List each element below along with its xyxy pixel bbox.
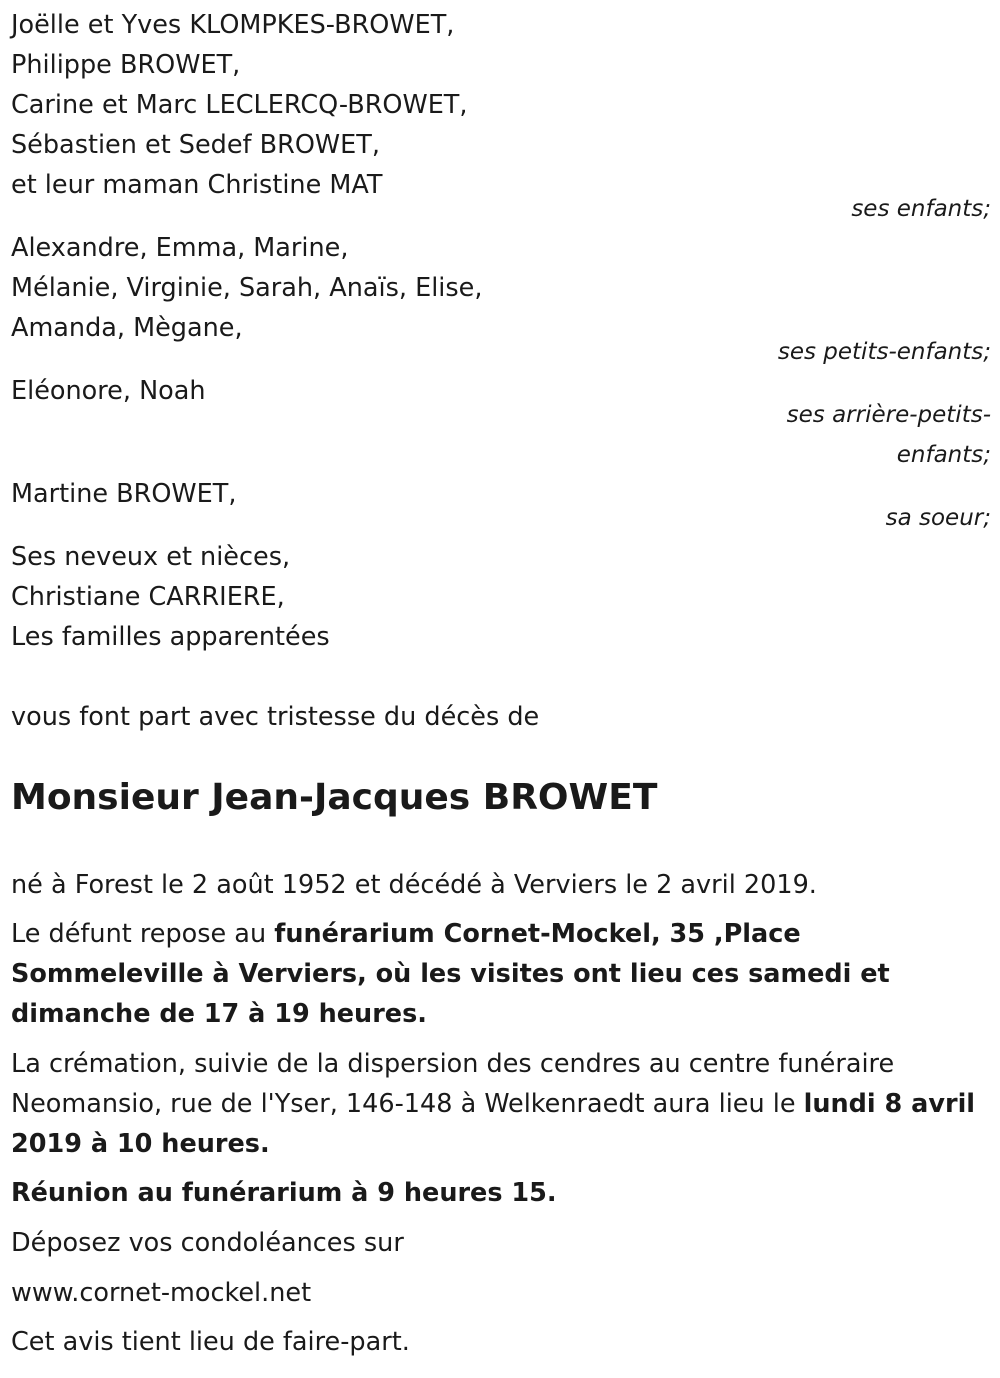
meeting-text: Réunion au funérarium à 9 heures 15. [11, 1178, 557, 1208]
family-line: Mélanie, Virginie, Sarah, Anaïs, Elise, [11, 273, 483, 303]
family-line: Christiane CARRIERE, [11, 582, 285, 612]
family-line: Ses neveux et nièces, [11, 542, 291, 572]
relation-sister: sa soeur; [885, 505, 991, 531]
rest-bold: funérarium Cornet-Mockel, 35 ,Place Sommeleville à Verviers, où les visites ont lieu ces samedi et dimanche de 17 à 19 heures. [11, 919, 890, 1029]
website-link[interactable]: www.cornet-mockel.net [11, 1278, 312, 1308]
rest-paragraph [11, 914, 991, 1034]
deceased-name: Monsieur Jean-Jacques BROWET [11, 777, 658, 818]
announcement-text: vous font part avec tristesse du décès de [11, 702, 540, 732]
family-line: Eléonore, Noah [11, 376, 206, 406]
family-line: Amanda, Mègane, [11, 313, 243, 343]
family-line: et leur maman Christine MAT [11, 170, 383, 200]
relation-great-grandchildren: ses arrière-petits- [786, 402, 991, 428]
rest-prefix: Le défunt repose au [11, 919, 275, 949]
cremation-paragraph [11, 1044, 991, 1164]
family-line: Les familles apparentées [11, 622, 330, 652]
condolences-text: Déposez vos condoléances sur [11, 1228, 404, 1258]
family-line: Martine BROWET, [11, 479, 237, 509]
family-line: Alexandre, Emma, Marine, [11, 233, 349, 263]
cremation-bold: lundi 8 avril 2019 à 10 heures. [11, 1089, 976, 1159]
family-line: Philippe BROWET, [11, 50, 241, 80]
family-line: Carine et Marc LECLERCQ-BROWET, [11, 90, 468, 120]
closing-text: Cet avis tient lieu de faire-part. [11, 1327, 410, 1357]
cremation-prefix: La crémation, suivie de la dispersion des cendres au centre funéraire Neomansio, rue de l'Yser, 146-148 à Welkenraedt aura lieu le [11, 1049, 895, 1119]
family-line: Sébastien et Sedef BROWET, [11, 130, 380, 160]
relation-children: ses enfants; [851, 196, 991, 222]
relation-great-grandchildren-cont: enfants; [896, 442, 991, 468]
birth-death-text: né à Forest le 2 août 1952 et décédé à Verviers le 2 avril 2019. [11, 870, 817, 900]
family-line: Joëlle et Yves KLOMPKES-BROWET, [11, 10, 455, 40]
relation-grandchildren: ses petits-enfants; [777, 339, 991, 365]
